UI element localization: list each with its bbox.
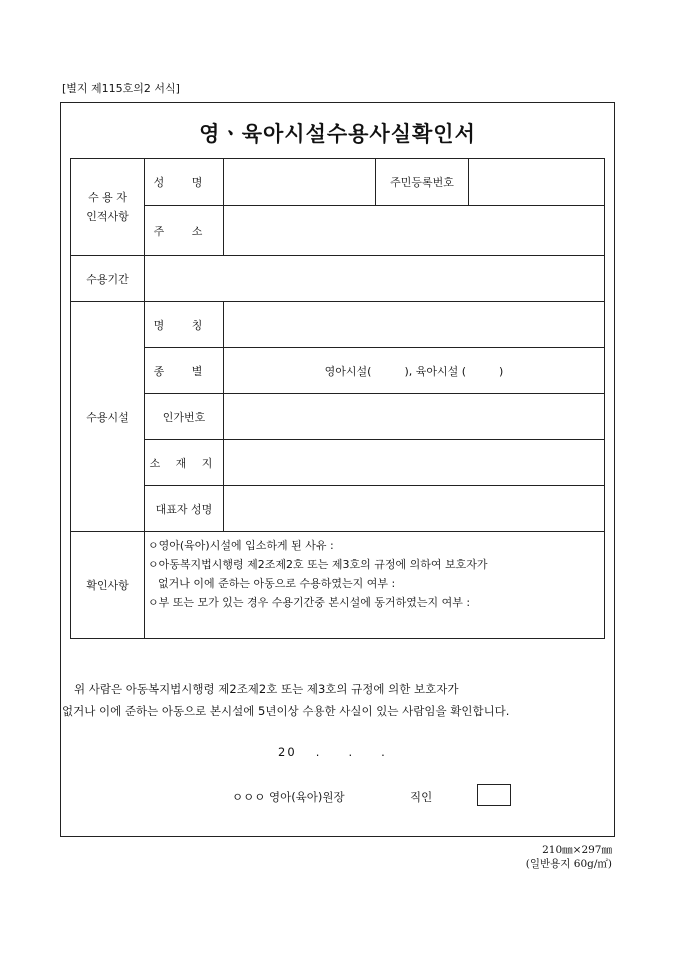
paper-size-line1: 210㎜×297㎜ [542,844,612,856]
confirmation-statement [62,678,509,722]
license-number-label: 인가번호 [145,394,224,440]
address-field[interactable] [224,206,605,256]
applicant-label-line2: 인적사항 [86,210,129,223]
facility-section-label: 수용시설 [71,302,145,532]
license-number-field[interactable] [224,394,605,440]
facility-name-label: 명 칭 [145,302,224,348]
seal-box[interactable] [477,784,511,806]
name-label: 성 명 [145,159,224,206]
facility-name-field[interactable] [224,302,605,348]
confirmation-item: ㅇ부 또는 모가 있는 경우 수용기간중 본시설에 동거하였는지 여부 : [148,596,471,609]
facility-type-field[interactable]: 영아시설( ), 육아시설 ( ) [224,348,605,394]
applicant-section-label [71,159,145,256]
period-field[interactable] [145,256,605,302]
resident-id-field[interactable] [469,159,605,206]
seal-label: 직인 [410,790,433,804]
form-number-label: [별지 제115호의2 서식] [62,82,180,95]
paper-size-note [526,843,612,871]
statement-line1: 위 사람은 아동복지법시행령 제2조제2호 또는 제3호의 규정에 의한 보호자가 [74,682,459,696]
representative-field[interactable] [224,486,605,532]
resident-id-label: 주민등록번호 [376,159,469,206]
confirmation-item: 없거나 이에 준하는 아동으로 수용하였는지 여부 : [158,577,396,590]
address-label: 주 소 [145,206,224,256]
statement-line2: 없거나 이에 준하는 아동으로 본시설에 5년이상 수용한 사실이 있는 사람임을 확인합니다. [62,704,510,718]
name-field[interactable] [224,159,376,206]
confirmation-section-label: 확인사항 [71,532,145,639]
confirmation-item: ㅇ아동복지법시행령 제2조제2호 또는 제3호의 규정에 의하여 보호자가 [148,558,488,571]
representative-label: 대표자 성명 [145,486,224,532]
applicant-label-line1: 수 용 자 [88,191,127,204]
location-label: 소 재 지 [145,440,224,486]
confirmation-item: ㅇ영아(육아)시설에 입소하게 된 사유 : [148,539,334,552]
period-label: 수용기간 [71,256,145,302]
form-table [70,158,605,639]
date-line[interactable]: 20 . . . [278,745,387,759]
paper-size-line2: (일반용지 60g/㎡) [525,858,612,870]
location-field[interactable] [224,440,605,486]
director-signature: ㅇㅇㅇ 영아(육아)원장 [232,790,345,804]
confirmation-list [145,532,605,639]
facility-type-label: 종 별 [145,348,224,394]
page-title: 영ㆍ육아시설수용사실확인서 [199,121,476,146]
